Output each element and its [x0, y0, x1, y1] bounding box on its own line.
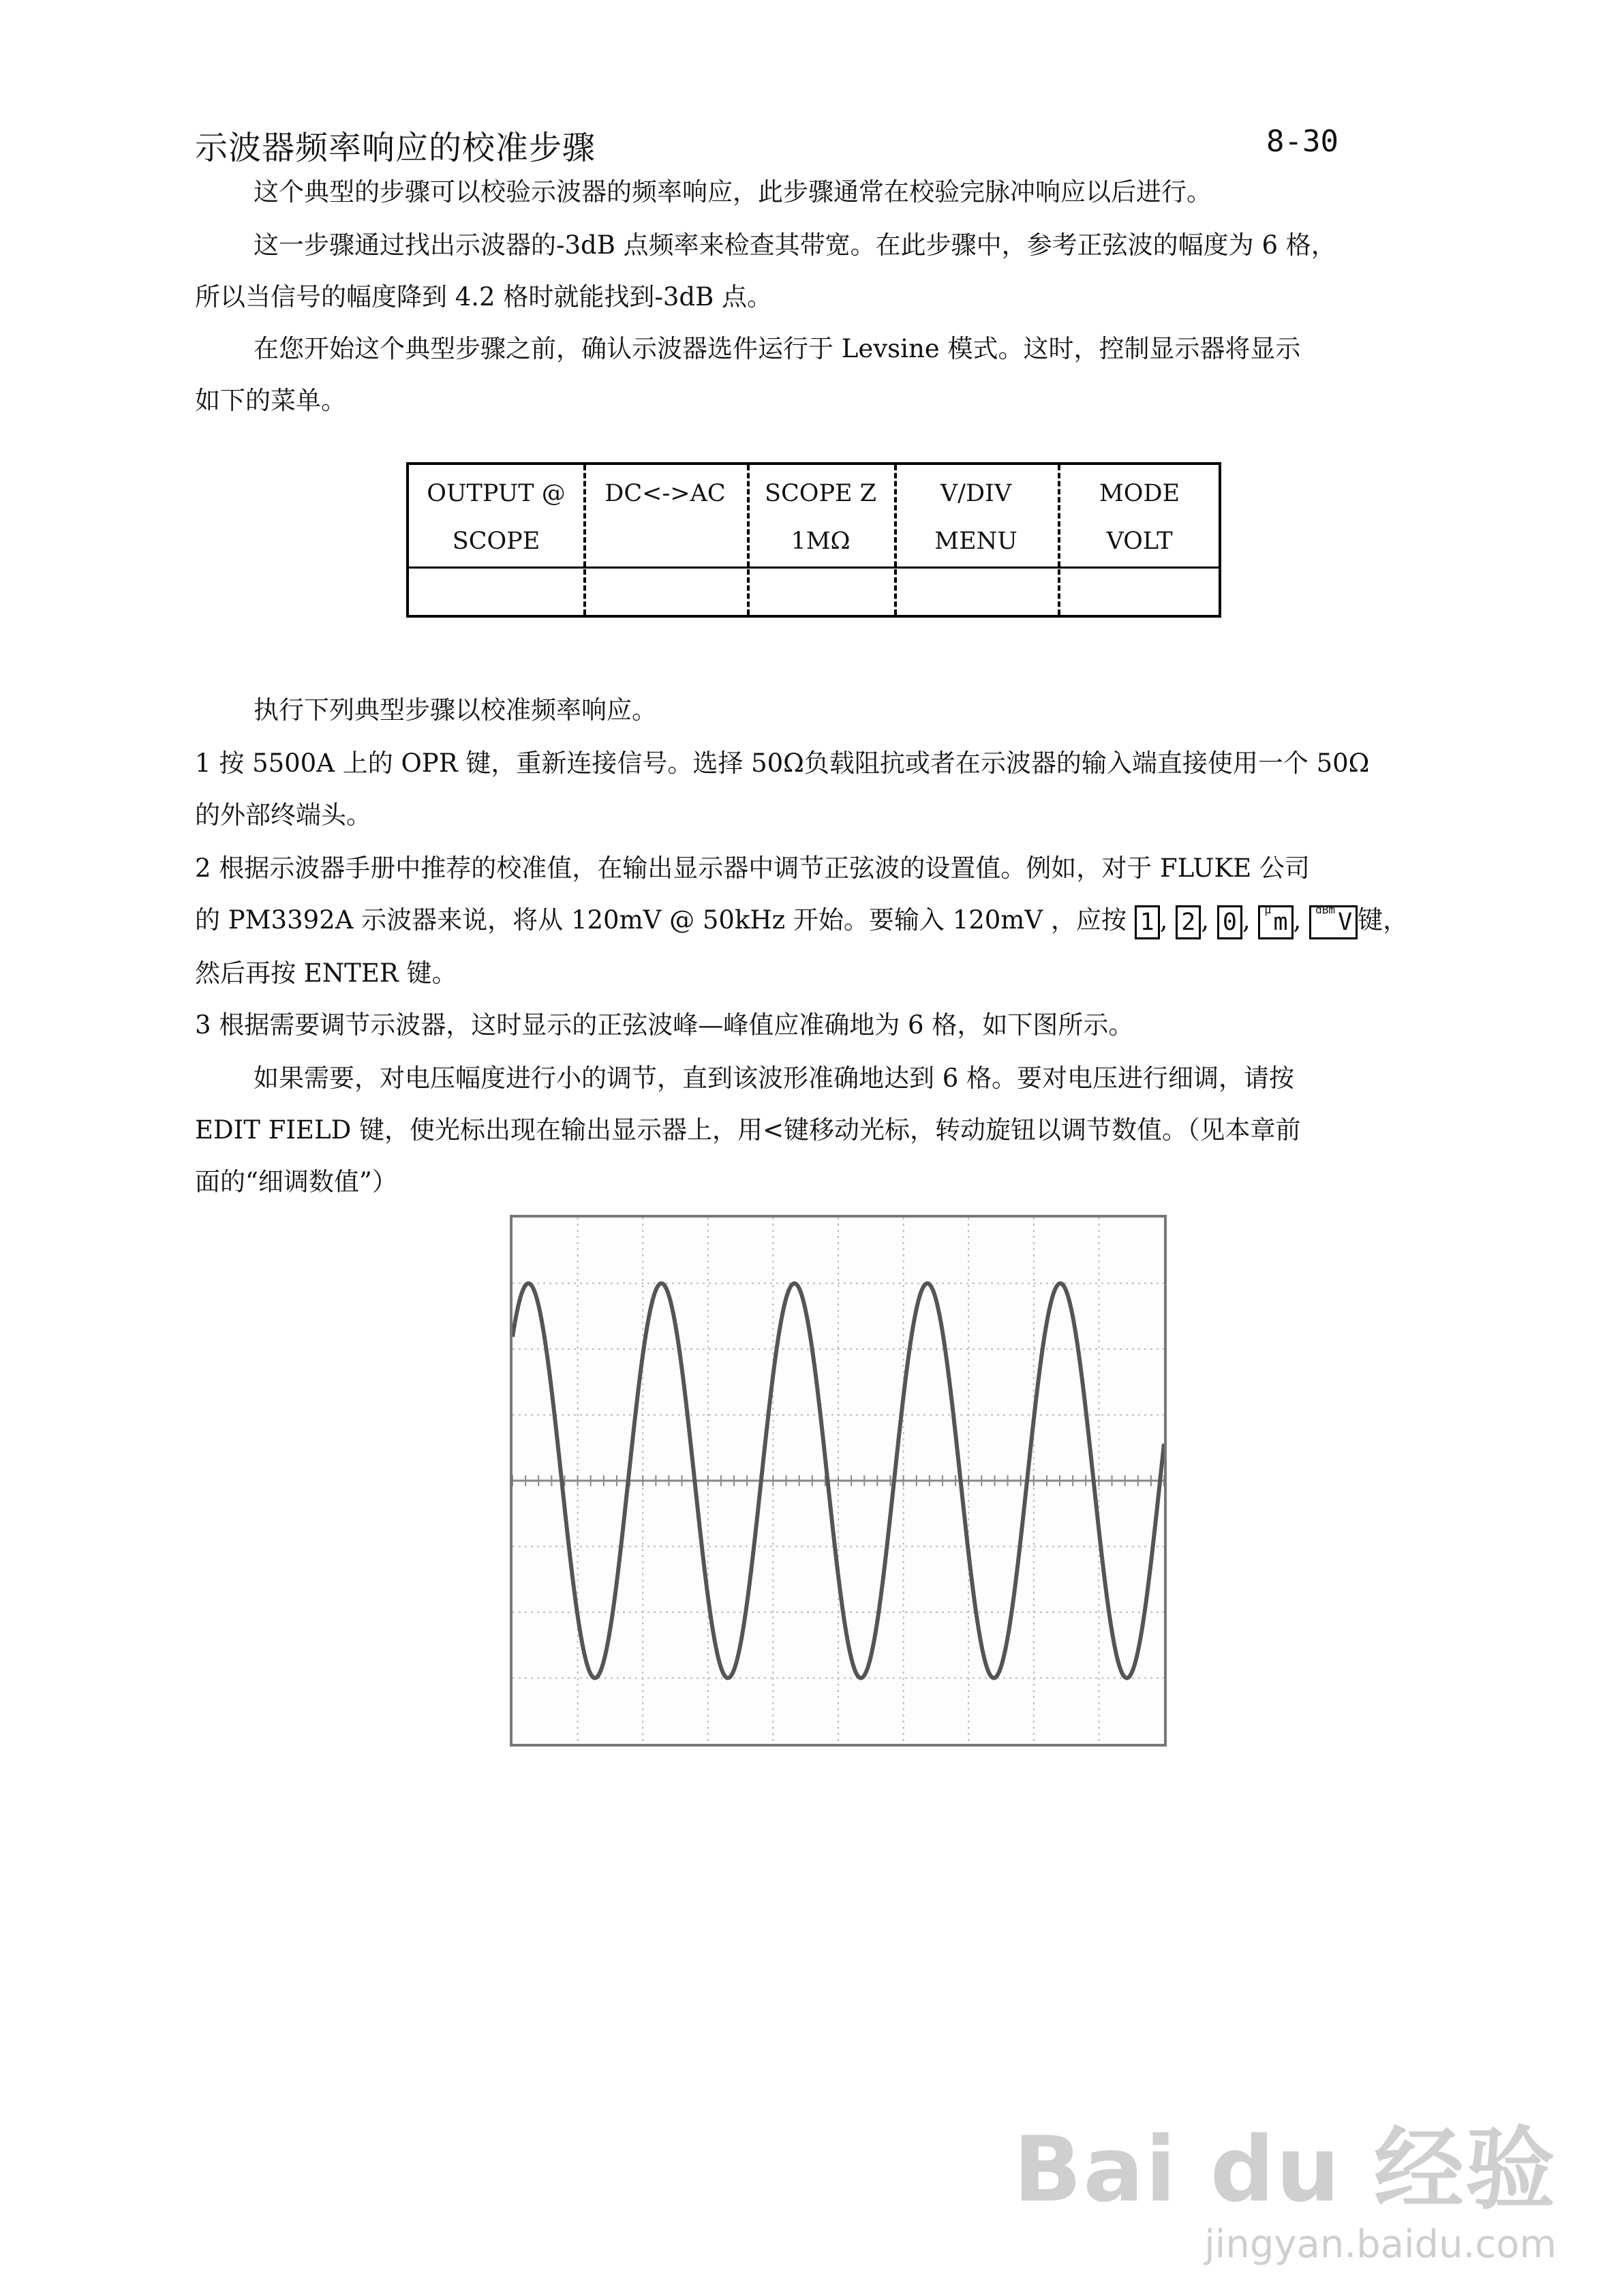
paragraph-4-line-3: 面的“细调数值”）	[195, 1167, 397, 1196]
key-micro-m-label: m	[1273, 908, 1288, 936]
steps-lead: 执行下列典型步骤以校准频率响应。	[254, 695, 657, 725]
intro-paragraph-2-line-2: 所以当信号的幅度降到 4.2 格时就能找到-3dB 点。	[195, 282, 773, 312]
page-title: 示波器频率响应的校准步骤	[195, 129, 596, 167]
paragraph-4-line-2: EDIT FIELD 键，使光标出现在输出显示器上，用<键移动光标，转动旋钮以调节数值。（见本章前	[195, 1115, 1301, 1145]
key-dbm-v-label: V	[1338, 908, 1353, 936]
paragraph-4-line-1: 如果需要，对电压幅度进行小的调节，直到该波形准确地达到 6 格。要对电压进行细调，请按	[254, 1063, 1295, 1093]
menu-sublabel-mode: VOLT	[1106, 528, 1173, 555]
intro-paragraph-3-line-1: 在您开始这个典型步骤之前，确认示波器选件运行于 Levsine 模式。这时，控制显示器将显示	[254, 334, 1301, 363]
key-0: 0	[1217, 905, 1242, 939]
step-2-line-2-end: 键，	[1358, 905, 1409, 935]
menu-sublabel-vdiv: MENU	[934, 528, 1017, 555]
menu-divider	[409, 567, 1219, 569]
intro-paragraph-3-line-2: 如下的菜单。	[195, 386, 346, 415]
menu-label-mode: MODE	[1099, 480, 1180, 507]
oscilloscope-display	[510, 1215, 1167, 1747]
menu-sublabel-output-scope: SCOPE	[452, 528, 540, 555]
key-1: 1	[1135, 905, 1160, 939]
key-dbm-v	[1309, 905, 1358, 939]
baidu-watermark	[1013, 2097, 1557, 2267]
key-dbm-sup: dBm	[1315, 903, 1335, 916]
step-2-line-2: 的 PM3392A 示波器来说，将从 120mV @ 50kHz 开始。要输入 120mV ，应按 1 , 2 , 0 , μ m , dBm V 键，	[195, 894, 1408, 946]
baidu-logo: Bai du 经验	[1013, 2117, 1557, 2222]
intro-paragraph-2-line-1: 这一步骤通过找出示波器的-3dB 点频率来检查其带宽。在此步骤中，参考正弦波的幅度为 6 格，	[254, 230, 1336, 260]
watermark-url: jingyan.baidu.com	[1204, 2222, 1557, 2267]
page-number: 8-30	[1266, 124, 1338, 159]
menu-label-output-scope: OUTPUT @	[427, 480, 566, 507]
step-2-line-3: 然后再按 ENTER 键。	[195, 958, 457, 988]
step-2-line-1: 2 根据示波器手册中推荐的校准值，在输出显示器中调节正弦波的设置值。例如，对于 FLUKE 公司	[195, 854, 1310, 883]
key-micro-sup: μ	[1264, 903, 1272, 916]
sine-waveform-plot	[512, 1218, 1164, 1744]
softkey-menu	[406, 462, 1221, 618]
step-1-line-2: 的外部终端头。	[195, 800, 371, 830]
step-2-line-2-text: 的 PM3392A 示波器来说，将从 120mV @ 50kHz 开始。要输入 120mV ，应按	[195, 905, 1127, 935]
step-3: 3 根据需要调节示波器，这时显示的正弦波峰—峰值应准确地为 6 格，如下图所示。	[195, 1010, 1134, 1040]
step-1-line-1: 1 按 5500A 上的 OPR 键，重新连接信号。选择 50Ω负载阻抗或者在示波器的输入端直接使用一个 50Ω	[195, 749, 1370, 778]
menu-sublabel-scope-z: 1MΩ	[791, 528, 851, 555]
key-micro-m	[1258, 905, 1293, 939]
intro-paragraph-1: 这个典型的步骤可以校验示波器的频率响应，此步骤通常在校验完脉冲响应以后进行。	[254, 177, 1212, 207]
key-2: 2	[1176, 905, 1201, 939]
menu-label-vdiv: V/DIV	[940, 480, 1012, 507]
menu-label-scope-z: SCOPE Z	[765, 480, 876, 507]
menu-label-dc-ac: DC<->AC	[605, 480, 726, 507]
